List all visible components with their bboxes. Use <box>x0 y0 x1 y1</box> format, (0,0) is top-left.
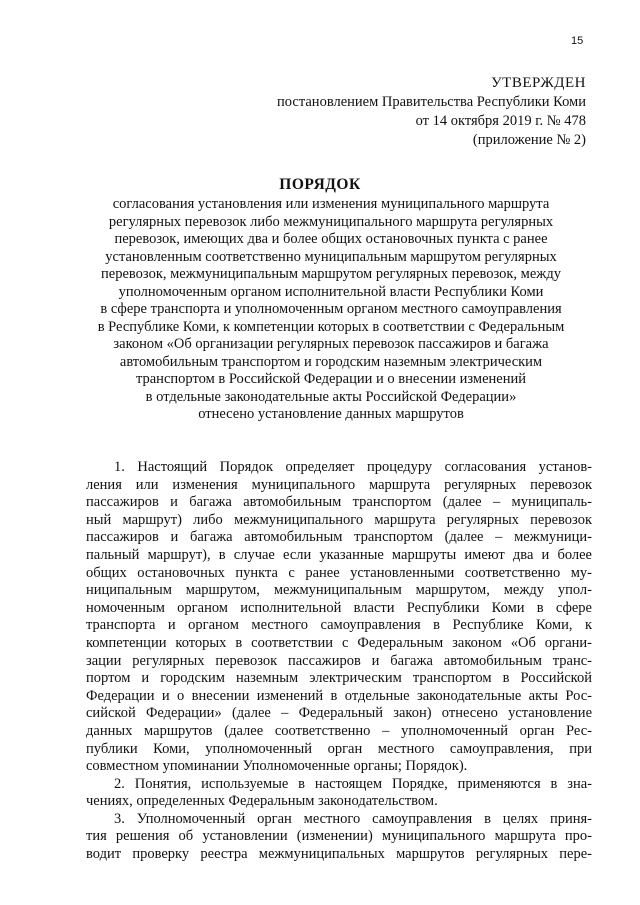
document-title: ПОРЯДОК <box>279 176 361 193</box>
paragraph-1-line: пальный маршрут), в случае если указанные маршруты имеют два и более <box>86 546 592 563</box>
paragraph-3-line: водит проверку реестра межмуниципальных маршрутов регулярных пере- <box>86 846 592 863</box>
paragraph-1-line: публики Коми, уполномоченный орган местного самоуправления, при <box>86 740 592 757</box>
paragraph-1-line: Федерации и о внесении изменений в отдельные законодательные акты Рос- <box>86 687 592 704</box>
subtitle-line: согласования установления или изменения муниципального маршрута <box>112 196 550 212</box>
paragraph-1-line: портом и городским наземным электрическим транспортом в Российской <box>86 670 592 687</box>
approval-line: от 14 октября 2019 г. № 478 <box>415 113 586 129</box>
paragraph-1-line: ления или изменения муниципального маршрута регулярных перевозок <box>86 476 592 493</box>
paragraph-1-line: 1. Настоящий Порядок определяет процедуру согласования установ- <box>114 459 592 475</box>
subtitle-line: перевозок, межмуниципальным маршрутом регулярных перевозок, между <box>101 266 561 282</box>
subtitle-line: регулярных перевозок либо межмуниципального маршрута регулярных <box>108 213 554 230</box>
paragraph-1-line: компетенции которых в соответствии с Федеральным законом «Об органи- <box>86 634 592 651</box>
subtitle-line: транспортом в Российской Федерации и о внесении изменений <box>135 371 527 387</box>
subtitle-line: автомобильным транспортом и городским наземным электрическим <box>119 353 543 370</box>
subtitle-line: законом «Об организации регулярных перевозок пассажиров и багажа <box>113 336 549 352</box>
subtitle-line: в сфере транспорта и уполномоченным органом местного самоуправления <box>100 301 562 317</box>
approval-line: постановлением Правительства Республики Коми <box>277 94 586 110</box>
paragraph-1-line: транспорта и органом местного самоуправления в Республике Коми, к <box>86 617 592 634</box>
subtitle-line: перевозок, имеющих два и более общих остановочных пункта с ранее <box>114 231 548 247</box>
paragraph-2-line: 2. Понятия, используемые в настоящем Порядке, применяются в зна- <box>114 775 592 792</box>
approval-stamp <box>277 74 586 150</box>
paragraph-1-line: зации регулярных перевозок пассажиров и багажа автомобильным транс- <box>86 652 592 669</box>
subtitle-line: в отдельные законодательные акты Российской Федерации» <box>145 388 517 405</box>
paragraph-3-line: 3. Уполномоченный орган местного самоуправления в целях приня- <box>114 810 592 827</box>
paragraph-1-line: ный маршрут) либо межмуниципального маршрута регулярных перевозок <box>86 511 592 528</box>
paragraph-2-line: чениях, определенных Федеральным законодательством. <box>86 793 438 810</box>
approval-line: (приложение № 2) <box>472 132 586 148</box>
paragraph-1-line: пассажиров и багажа автомобильным транспортом (далее – межмуници- <box>86 529 592 546</box>
subtitle-line: уполномоченным органом исполнительной власти Республики Коми <box>118 283 544 300</box>
paragraph-1-line: номоченным органом исполнительной власти Республики Коми в сфере <box>86 599 592 616</box>
paragraph-1-line: совместном упоминании Уполномоченные органы; Порядок). <box>86 758 468 775</box>
document-subtitle <box>70 196 592 424</box>
paragraph-1-line: сийской Федерации» (далее – Федеральный закон) отнесено установление <box>86 705 592 722</box>
subtitle-line: отнесено установление данных маршрутов <box>198 406 464 422</box>
paragraph-1-line: ниципальным маршрутом, межмуниципальным маршрутом, между упол- <box>86 582 592 599</box>
approval-heading: УТВЕРЖДЕН <box>491 75 586 91</box>
paragraph-1-line: общих остановочных пункта с ранее установленными соответственно му- <box>86 564 592 581</box>
paragraph-1-line: пассажиров и багажа автомобильным транспортом (далее – муниципаль- <box>86 494 592 511</box>
document-body <box>86 459 592 864</box>
paragraph-1-line: данных маршрутов (далее соответственно – уполномоченный орган Рес- <box>86 722 592 739</box>
subtitle-line: установленным соответственно муниципальным маршрутом регулярных <box>105 248 557 265</box>
paragraph-3-line: тия решения об установлении (изменении) муниципального маршрута про- <box>86 828 592 845</box>
subtitle-line: в Республике Коми, к компетенции которых в соответствии с Федеральным <box>97 318 565 335</box>
page-number: 15 <box>571 35 584 47</box>
